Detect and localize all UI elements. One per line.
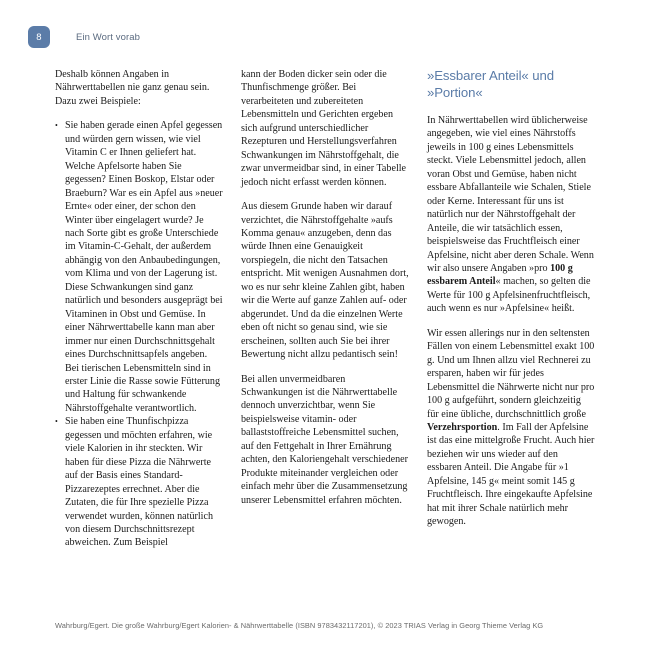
right-paragraph-2-part-b: . Im Fall der Apfelsine ist das eine mittelgroße Frucht. Auch hier beziehen wir uns wieder auf den essbaren Anteil. Die Angabe für »1 Apfelsine, 145 g« meint somit 145 g Fruchtfleisch. Ihre eingekaufte Apfelsine hat mit ihrer Schale natürlich mehr gewogen. — [427, 421, 595, 528]
right-paragraph-1 — [427, 114, 595, 316]
right-paragraph-2-emphasis: Verzehrsportion — [427, 421, 498, 433]
list-item: • Sie haben gerade einen Apfel gegessen und würden gern wissen, wie viel Vitamin C er Ihnen geliefert hat. Welche Apfelsorte haben Sie gegessen? Einen Boskop, Elstar oder Braeburn? War es ein Apfel aus »neuer Ernte« oder einer, der schon den Winter über eingelagert wurde? Je nach Sorte gibt es große Unterschiede im Vitamin-C-Gehalt, der außerdem abhängig von den Anbaubedingungen, vom Klima und von der Lagerung ist. Diese Schwankungen sind ganz natürlich und besonders ausgeprägt bei Vitaminen in Obst und Gemüse. In einer Nährwerttabelle kann man aber immer nur einen Durchschnittsgehalt eines Durchschnittsapfels angeben. Bei tierischen Lebensmitteln sind in erster Linie die Rasse sowie Fütterung und Haltung für schwankende Nährstoffgehalte verantwortlich. — [55, 119, 223, 415]
page-footer: Wahrburg/Egert. Die große Wahrburg/Egert Kalorien- & Nährwerttabelle (ISBN 9783432117201), © 2023 TRIAS Verlag in Georg Thieme Verlag KG — [55, 621, 544, 630]
running-header — [28, 26, 140, 48]
running-header-title: Ein Wort vorab — [76, 31, 141, 43]
right-paragraph-2 — [427, 327, 595, 529]
middle-paragraph-1: kann der Boden dicker sein oder die Thunfischmenge größer. Bei verarbeiteten und zubereiteten Lebensmitteln und Gerichten ergeben sich aufgrund unterschiedlicher Rezepturen und Herstellungsverfahren Schwankungen im Nährstoffgehalt, die zwar unvermeidbar sind, in einer Tabelle jedoch nicht erfasst werden können. — [241, 69, 407, 188]
column-right — [427, 68, 595, 588]
three-column-body — [55, 68, 595, 588]
section-heading: »Essbarer Anteil« und »Portion« — [427, 68, 554, 100]
right-paragraph-1-part-b: « machen, so gelten die Werte für 100 g Apfelsinenfruchtfleisch, auch wenn es nur »Apfelsine« heißt. — [427, 276, 591, 315]
left-bullet-list — [55, 119, 223, 550]
middle-paragraph-3: Bei allen unvermeidbaren Schwankungen ist die Nährwerttabelle dennoch unverzichtbar, wenn Sie beispielsweise vitamin- oder ballaststoffreiche Lebensmittel suchen, auf den Fettgehalt in Ihrer Ernährung achten, den Kaloriengehalt verschiedener Produkte miteinander vergleichen oder einfach mehr über die Zusammensetzung unserer Lebensmittel erfahren möchten. — [241, 373, 409, 506]
page-number-badge: 8 — [28, 26, 50, 48]
right-paragraph-2-part-a: Wir essen allerings nur in den seltensten Fällen von einem Lebensmittel exakt 100 g. Und um Ihnen allzu viel Rechnerei zu ersparen, haben wir für jedes Lebensmittel die Nährwerte nicht nur pro 100 g aufgeführt, sondern gleichzeitig für eine übliche, durchschnittlich große — [427, 327, 595, 420]
list-item: • Sie haben eine Thunfischpizza gegessen und möchten erfahren, wie viele Kalorien in ihr steckten. Wir haben für diese Pizza die Nährwerte auf der Basis eines Standard-Pizzarezeptes errechnet. Aber die Zutaten, die für Ihre spezielle Pizza verwendet wurden, können natürlich von diesem Durchschnittsrezept abweichen. Zum Beispiel — [55, 415, 223, 550]
left-intro-paragraph: Deshalb können Angaben in Nährwerttabellen nie ganz genau sein. Dazu zwei Beispiele: — [55, 69, 210, 107]
right-paragraph-1-emphasis: 100 g essbarem Anteil — [427, 262, 573, 288]
middle-paragraph-2: Aus diesem Grunde haben wir darauf verzichtet, die Nährstoffgehalte »aufs Komma genau« anzugeben, denn das würde Ihnen eine Genauigkeit vorspiegeln, die nicht den Tatsachen entspricht. Mit wenigen Ausnahmen dort, wo es nur sehr kleine Zahlen gibt, haben wir die Werte auf ganze Zahlen auf- oder abgerundet. Und da die einzelnen Werte eben oft nicht so genau sind, wie sie erscheinen, sollten auch Sie bei ihrer Bewertung nicht allzu pedantisch sein! — [241, 201, 409, 361]
column-left — [55, 68, 223, 588]
column-middle — [241, 68, 409, 588]
right-paragraph-1-part-a: In Nährwerttabellen wird üblicherweise angegeben, wie viel eines Nährstoffs jeweils in 100 g eines Lebensmittels steckt. Viele Lebensmittel jedoch, allen voran Obst und Gemüse, haben nicht essbare Abfallanteile wie Schalen, Stiele oder Kerne. Interessant für uns ist natürlich nur der Nährstoffgehalt der Anteile, die wir tatsächlich essen, beispielsweise das Fruchtfleisch einer Apfelsine, nicht aber deren Schale. Wenn wir also unsere Angaben »pro — [427, 115, 594, 274]
